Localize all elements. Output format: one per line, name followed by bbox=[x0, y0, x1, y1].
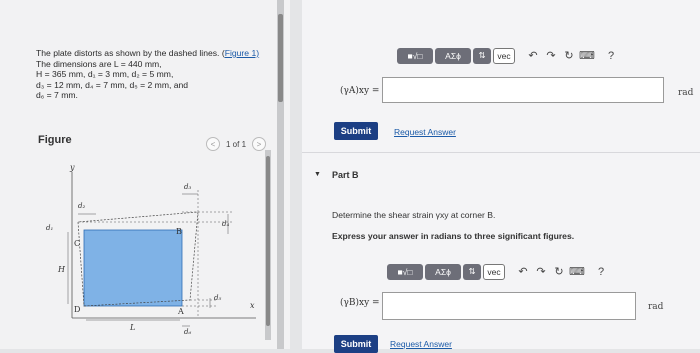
keyboard-icon[interactable]: ⌨ bbox=[579, 50, 595, 62]
label-B: B bbox=[176, 227, 182, 236]
problem-line-4: d₆ = 7 mm. bbox=[36, 90, 78, 101]
templates-button[interactable]: ■√□ bbox=[397, 48, 433, 64]
y-axis-label: y bbox=[70, 163, 75, 172]
section-divider bbox=[302, 152, 700, 153]
part-b-instruction: Express your answer in radians to three significant figures. bbox=[332, 231, 575, 241]
part-a-variable: (γA)xy = bbox=[340, 86, 380, 96]
keyboard-icon-b[interactable]: ⌨ bbox=[569, 266, 585, 278]
figure-scrollbar[interactable] bbox=[265, 150, 271, 340]
arrows-button-b[interactable]: ⇅ bbox=[463, 264, 481, 280]
part-b-collapse-icon[interactable]: ▼ bbox=[314, 171, 321, 178]
figure-scrollbar-thumb[interactable] bbox=[266, 156, 270, 326]
redo-icon-b[interactable]: ↷ bbox=[536, 266, 546, 278]
figure-title: Figure bbox=[38, 134, 72, 146]
figure-link[interactable]: Figure 1) bbox=[224, 48, 260, 58]
problem-line-3: d₃ = 12 mm, d₄ = 7 mm, d₅ = 2 mm, and bbox=[36, 79, 189, 90]
templates-button-b[interactable]: ■√□ bbox=[387, 264, 423, 280]
label-d3: d₃ bbox=[184, 183, 192, 191]
problem-line-2: H = 365 mm, d₁ = 3 mm, d₂ = 5 mm, bbox=[36, 69, 174, 80]
left-scrollbar[interactable] bbox=[277, 0, 284, 349]
label-d5: d₅ bbox=[214, 294, 222, 302]
plate bbox=[84, 230, 182, 306]
part-b-header[interactable]: Part B bbox=[332, 170, 359, 180]
reset-icon[interactable]: ↻ bbox=[564, 50, 574, 62]
left-scrollbar-thumb[interactable] bbox=[278, 14, 283, 102]
reset-icon-b[interactable]: ↻ bbox=[554, 266, 564, 278]
label-C: C bbox=[74, 239, 81, 248]
part-b-submit-button[interactable]: Submit bbox=[334, 335, 378, 353]
help-icon[interactable]: ? bbox=[607, 49, 615, 62]
problem-statement bbox=[36, 48, 272, 101]
prev-figure-button[interactable]: < bbox=[206, 137, 220, 151]
next-figure-button[interactable]: > bbox=[252, 137, 266, 151]
redo-icon[interactable]: ↷ bbox=[546, 50, 556, 62]
label-H: H bbox=[58, 265, 65, 274]
part-a-answer-input[interactable] bbox=[382, 77, 664, 103]
problem-text-dimensions: The dimensions are L = 440 mm, bbox=[36, 58, 162, 69]
part-b-request-answer-link[interactable]: Request Answer bbox=[390, 339, 452, 349]
part-a-toolbar bbox=[397, 47, 619, 64]
pager-text: 1 of 1 bbox=[226, 139, 247, 149]
part-a-unit: rad bbox=[678, 88, 694, 98]
label-d4: d₄ bbox=[222, 220, 230, 228]
label-d1: d₁ bbox=[46, 224, 54, 232]
problem-panel bbox=[0, 0, 290, 349]
greek-button[interactable]: AΣϕ bbox=[435, 48, 471, 64]
arrows-button[interactable]: ⇅ bbox=[473, 48, 491, 64]
part-b-answer-input[interactable] bbox=[382, 292, 636, 320]
part-b-unit: rad bbox=[648, 302, 664, 312]
label-L: L bbox=[130, 323, 136, 332]
x-axis-label: x bbox=[250, 301, 255, 310]
help-icon-b[interactable]: ? bbox=[597, 265, 605, 278]
label-A: A bbox=[178, 307, 184, 316]
part-a-request-answer-link[interactable]: Request Answer bbox=[394, 127, 456, 137]
vec-button-b[interactable]: vec bbox=[483, 264, 505, 280]
part-b-variable: (γB)xy = bbox=[340, 298, 380, 308]
part-a-submit-button[interactable]: Submit bbox=[334, 122, 378, 140]
undo-icon-b[interactable]: ↶ bbox=[518, 266, 528, 278]
problem-text: The plate distorts as shown by the dashed lines. ( bbox=[36, 48, 225, 58]
figure-pager bbox=[206, 137, 266, 151]
label-D: D bbox=[74, 305, 81, 314]
undo-icon[interactable]: ↶ bbox=[528, 50, 538, 62]
answer-panel bbox=[302, 0, 700, 349]
part-b-toolbar bbox=[387, 263, 609, 280]
vec-button[interactable]: vec bbox=[493, 48, 515, 64]
greek-button-b[interactable]: AΣϕ bbox=[425, 264, 461, 280]
plate-diagram bbox=[38, 160, 273, 338]
part-b-question: Determine the shear strain γxy at corner B. bbox=[332, 210, 496, 220]
label-d2: d₂ bbox=[78, 202, 86, 210]
label-d6: d₆ bbox=[184, 328, 192, 336]
